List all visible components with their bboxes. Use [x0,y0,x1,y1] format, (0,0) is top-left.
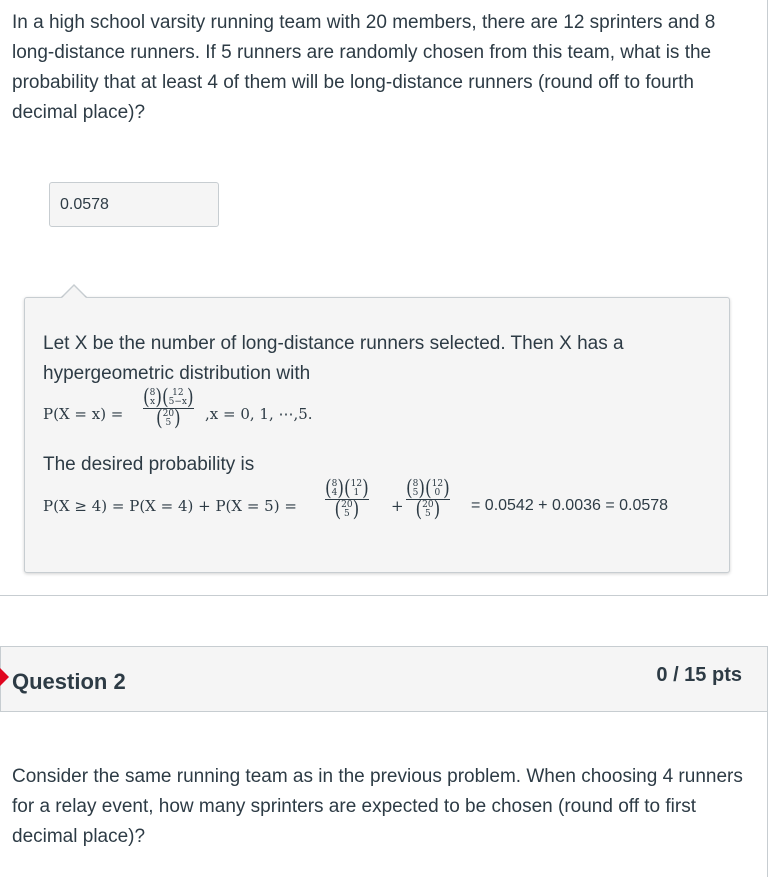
pmf-range: ,x = 0, 1, ⋯,5. [205,405,313,423]
question-2-title: Question 2 [12,669,126,694]
question-1-text: In a high school varsity running team with 20 members, there are 12 sprinters and 8 long-distance runners. If 5 runners are randomly chosen from this team, what is the probability that at least 4 of them will be long-distance runners (round off to fourth decimal place)? [12,12,716,123]
question-2-points: 0 / 15 pts [656,664,742,686]
prob-plus: + [391,497,404,515]
binom-12-0: ( 12 0 ) [425,475,450,501]
prob-fraction-x5 [406,475,450,522]
binom-20-5-b: ( 20 5 ) [415,496,441,522]
comment-intro-line1: Let X be the number of long-distance runners selected. Then X has a [43,333,624,354]
comment-pointer-fill [61,286,87,299]
answer-field[interactable]: 0.0578 [49,182,219,227]
pmf-lhs: P(X = x) = [43,405,124,423]
prob-result: = 0.0542 + 0.0036 = 0.0578 [471,497,669,514]
question-flag-icon[interactable] [0,668,9,686]
binom-8-x: ( 8 x ) [143,384,163,410]
pmf-fraction [143,384,194,431]
comment-desired-label: The desired probability is [43,454,255,475]
prob-lhs: P(X ≥ 4) = P(X = 4) + P(X = 5) = [43,497,297,515]
binom-12-1: ( 12 1 ) [344,475,369,501]
binom-8-5: ( 8 5 ) [406,475,426,501]
binom-12-5x: ( 12 5−x ) [162,384,194,410]
binom-20-5-a: ( 20 5 ) [334,496,360,522]
question-2-text: Consider the same running team as in the previous problem. When choosing 4 runners for a relay event, how many sprinters are expected to be chosen (round off to first decimal place)? [12,766,743,847]
comment-intro-line2: hypergeometric distribution with [43,363,311,384]
binom-20-5: ( 20 5 ) [155,405,181,431]
prob-fraction-x4 [325,475,369,522]
binom-8-4: ( 8 4 ) [325,475,345,501]
